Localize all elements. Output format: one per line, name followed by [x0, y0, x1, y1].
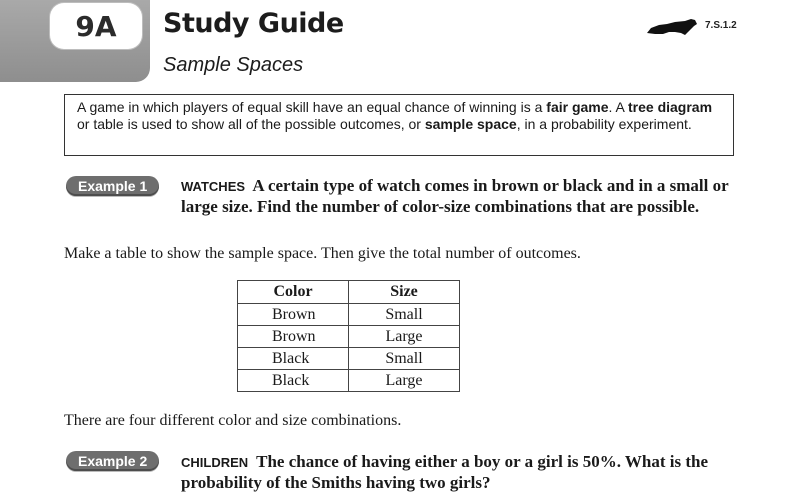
example-1-instruction: Make a table to show the sample space. Then give the total number of outcomes.	[64, 245, 581, 262]
north-carolina-map-icon	[645, 16, 699, 38]
page-subtitle: Sample Spaces	[163, 54, 304, 76]
example-1-badge: Example 1	[66, 176, 159, 196]
table-cell: Large	[349, 370, 460, 392]
example-2-badge: Example 2	[66, 451, 159, 471]
table-row	[238, 326, 460, 348]
table-cell: Small	[349, 304, 460, 326]
table-row	[238, 348, 460, 370]
page-title: Study Guide	[163, 8, 344, 39]
standard-code: 7.S.1.2	[705, 20, 737, 31]
example-2-question: CHILDREN The chance of having either a boy or a girl is 50%. What is the probability of the Smiths having two girls?	[181, 452, 709, 492]
column-header-color: Color	[238, 281, 349, 304]
table-cell: Brown	[238, 326, 349, 348]
example-2-topic: CHILDREN	[181, 455, 249, 470]
table-cell: Brown	[238, 304, 349, 326]
lesson-number: 9A	[50, 3, 142, 49]
sample-space-table	[237, 280, 460, 392]
definition-box	[64, 94, 734, 156]
table-row	[238, 304, 460, 326]
term-fair-game: fair game	[546, 99, 609, 115]
table-cell: Black	[238, 348, 349, 370]
table-cell: Small	[349, 348, 460, 370]
example-1-topic: WATCHES	[181, 179, 246, 194]
table-header-row	[238, 281, 460, 304]
table-cell: Large	[349, 326, 460, 348]
term-sample-space: sample space	[424, 116, 517, 132]
column-header-size: Size	[349, 281, 460, 304]
example-1-conclusion: There are four different color and size combinations.	[64, 412, 402, 429]
table-cell: Black	[238, 370, 349, 392]
definition-text: A game in which players of equal skill have an equal chance of winning is a fair game. A tree diagram or table is used to show all of the possible outcomes, or sample space, in a probability experiment.	[77, 99, 713, 132]
term-tree-diagram: tree diagram	[628, 99, 713, 115]
example-1-question: WATCHES A certain type of watch comes in brown or black and in a small or large size. Find the number of color-size combinations that are possible.	[181, 176, 729, 216]
table-row	[238, 370, 460, 392]
